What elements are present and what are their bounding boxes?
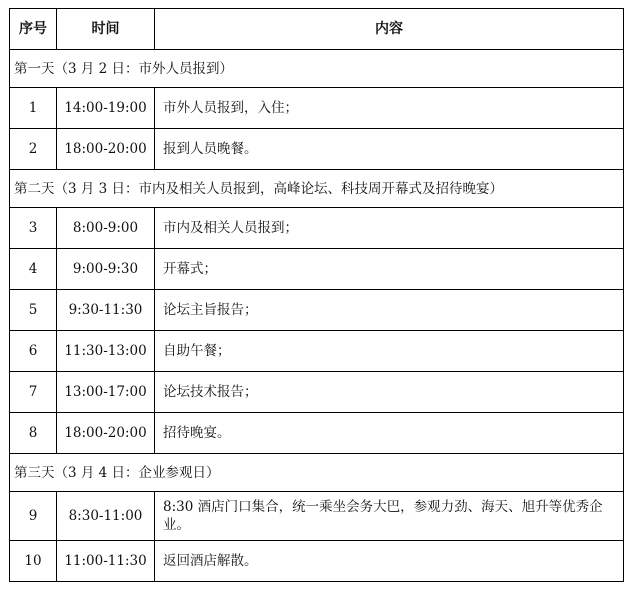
day-row bbox=[10, 170, 624, 208]
table-row bbox=[10, 88, 624, 129]
row-time: 18:00-20:00 bbox=[57, 413, 155, 454]
header-time: 时间 bbox=[57, 9, 155, 50]
table-row bbox=[10, 249, 624, 290]
row-content: 论坛技术报告； bbox=[155, 372, 624, 413]
header-seq: 序号 bbox=[10, 9, 57, 50]
row-content: 自助午餐； bbox=[155, 331, 624, 372]
row-content: 报到人员晚餐。 bbox=[155, 129, 624, 170]
row-content: 市内及相关人员报到； bbox=[155, 208, 624, 249]
row-content: 开幕式； bbox=[155, 249, 624, 290]
table-row bbox=[10, 372, 624, 413]
day-title: 第二天（3 月 3 日：市内及相关人员报到，高峰论坛、科技周开幕式及招待晚宴） bbox=[10, 170, 624, 208]
row-time: 9:00-9:30 bbox=[57, 249, 155, 290]
row-time: 9:30-11:30 bbox=[57, 290, 155, 331]
row-time: 13:00-17:00 bbox=[57, 372, 155, 413]
day-title: 第三天（3 月 4 日：企业参观日） bbox=[10, 454, 624, 492]
table-row bbox=[10, 290, 624, 331]
table-row bbox=[10, 492, 624, 541]
table-row bbox=[10, 331, 624, 372]
row-seq: 8 bbox=[10, 413, 57, 454]
row-time: 11:00-11:30 bbox=[57, 541, 155, 582]
row-seq: 1 bbox=[10, 88, 57, 129]
row-time: 14:00-19:00 bbox=[57, 88, 155, 129]
row-seq: 10 bbox=[10, 541, 57, 582]
table-row bbox=[10, 208, 624, 249]
row-time: 8:00-9:00 bbox=[57, 208, 155, 249]
day-row bbox=[10, 50, 624, 88]
row-content: 返回酒店解散。 bbox=[155, 541, 624, 582]
table-row bbox=[10, 129, 624, 170]
row-seq: 3 bbox=[10, 208, 57, 249]
row-content: 论坛主旨报告； bbox=[155, 290, 624, 331]
day-row bbox=[10, 454, 624, 492]
row-seq: 2 bbox=[10, 129, 57, 170]
row-seq: 6 bbox=[10, 331, 57, 372]
header-content: 内容 bbox=[155, 9, 624, 50]
row-seq: 7 bbox=[10, 372, 57, 413]
schedule-table bbox=[9, 8, 624, 582]
row-content: 市外人员报到，入住； bbox=[155, 88, 624, 129]
schedule-container bbox=[9, 8, 624, 582]
table-row bbox=[10, 413, 624, 454]
row-seq: 9 bbox=[10, 492, 57, 541]
row-time: 18:00-20:00 bbox=[57, 129, 155, 170]
row-time: 11:30-13:00 bbox=[57, 331, 155, 372]
row-content: 招待晚宴。 bbox=[155, 413, 624, 454]
table-header-row bbox=[10, 9, 624, 50]
row-content: 8:30 酒店门口集合，统一乘坐会务大巴，参观力劲、海天、旭升等优秀企业。 bbox=[155, 492, 624, 541]
table-row bbox=[10, 541, 624, 582]
row-time: 8:30-11:00 bbox=[57, 492, 155, 541]
row-seq: 4 bbox=[10, 249, 57, 290]
day-title: 第一天（3 月 2 日：市外人员报到） bbox=[10, 50, 624, 88]
row-seq: 5 bbox=[10, 290, 57, 331]
